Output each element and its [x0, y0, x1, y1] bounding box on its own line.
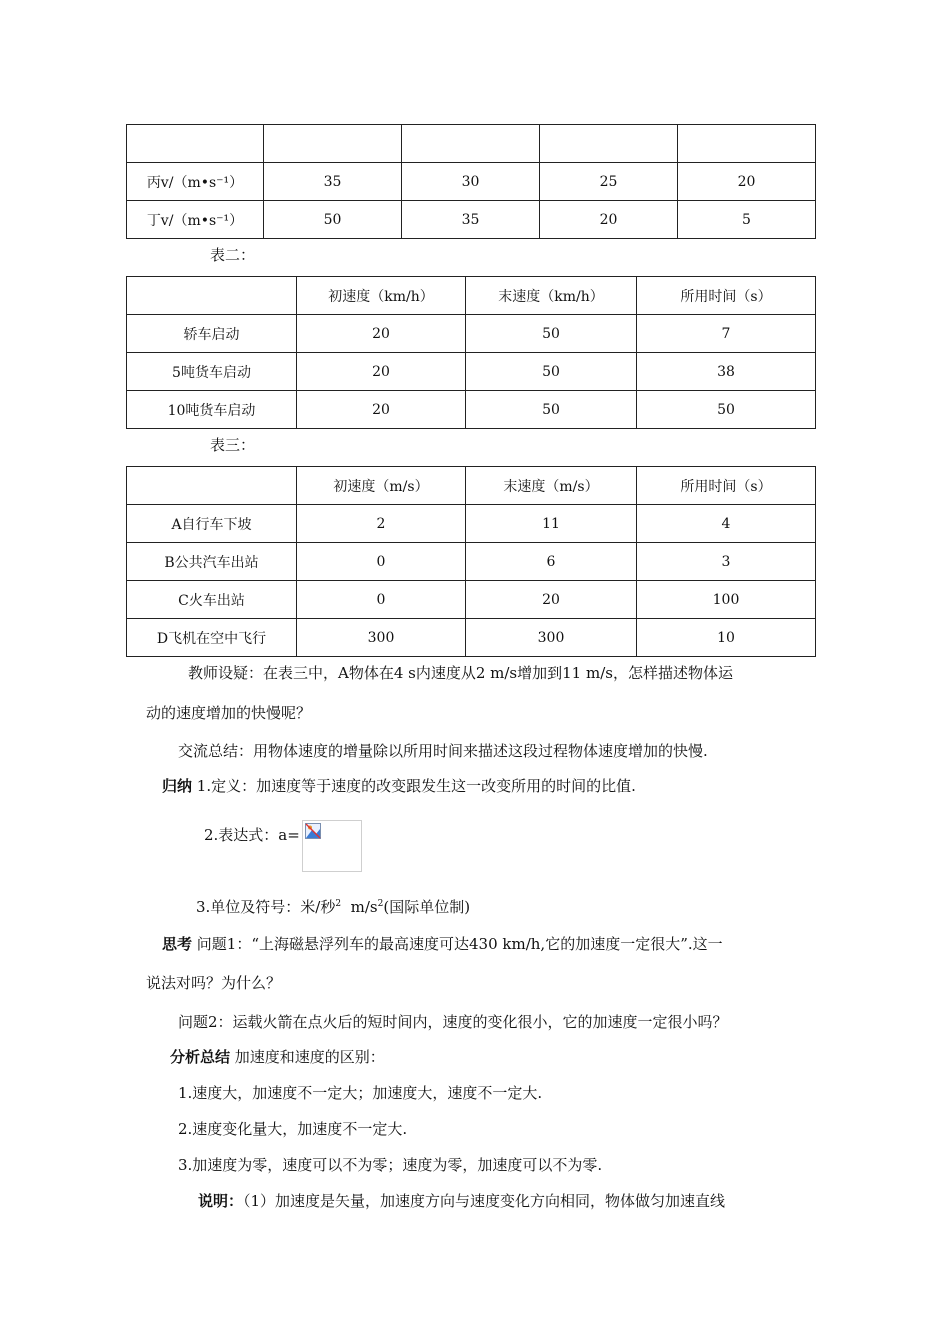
table-row: [127, 163, 816, 201]
table-cell: [402, 125, 540, 163]
table-header: 末速度（m/s）: [466, 467, 637, 505]
table-row-label: 5吨货车启动: [127, 353, 297, 391]
table-cell: 300: [466, 619, 637, 657]
table-vehicle-start: [126, 276, 816, 429]
table-header: [127, 467, 297, 505]
table-header: 初速度（km/h）: [297, 277, 466, 315]
table-cell: 20: [297, 315, 466, 353]
table-row: [127, 315, 816, 353]
table-cell: 0: [297, 581, 466, 619]
table-cell: 20: [540, 201, 678, 239]
teacher-question-line1: 教师设疑：在表三中，A物体在4 s内速度从2 m/s增加到11 m/s，怎样描述物体运: [188, 664, 733, 682]
think-question1-line2: 说法对吗？为什么？: [146, 974, 282, 992]
table-row-label: 丁v/（m•s⁻¹）: [127, 201, 264, 239]
table-cell: 20: [678, 163, 816, 201]
table3-caption: 表三：: [210, 436, 256, 454]
table-cell: [678, 125, 816, 163]
table-cell: [127, 125, 264, 163]
table-cell: 20: [297, 391, 466, 429]
table-object-motion: [126, 466, 816, 657]
table-cell: 300: [297, 619, 466, 657]
summary-definition: 1.定义：加速度等于速度的改变跟发生这一改变所用的时间的比值.: [196, 777, 636, 795]
table-cell: 3: [637, 543, 816, 581]
table-row-label: 10吨货车启动: [127, 391, 297, 429]
table-velocity-1: [126, 124, 816, 239]
unit-note: (国际单位制): [383, 898, 471, 916]
table-cell: 50: [466, 353, 637, 391]
table-cell: 5: [678, 201, 816, 239]
table-cell: 20: [297, 353, 466, 391]
table-row-label: 轿车启动: [127, 315, 297, 353]
summary-paragraph: [162, 775, 636, 796]
table2-caption: 表二：: [210, 246, 256, 264]
summary-label: 归纳: [162, 777, 193, 795]
think-label: 思考: [162, 935, 193, 953]
summary-expression: 2.表达式：a=: [204, 826, 300, 844]
think-question2: 问题2：运载火箭在点火后的短时间内，速度的变化很小，它的加速度一定很小吗？: [178, 1013, 728, 1031]
table-cell: 25: [540, 163, 678, 201]
table-row: [127, 619, 816, 657]
table-cell: 50: [264, 201, 402, 239]
table-cell: 50: [637, 391, 816, 429]
table-cell: 7: [637, 315, 816, 353]
table-cell: [540, 125, 678, 163]
table-row-label: B公共汽车出站: [127, 543, 297, 581]
table-row: [127, 201, 816, 239]
table-cell: 30: [402, 163, 540, 201]
table-header-row: [127, 467, 816, 505]
unit-text: 3.单位及符号：米/秒: [196, 898, 336, 916]
analysis-point-2: 2.速度变化量大，加速度不一定大.: [178, 1120, 408, 1138]
teacher-question-line2: 动的速度增加的快慢呢？: [146, 704, 312, 722]
analysis-label: 分析总结: [170, 1048, 231, 1066]
table-row: [127, 543, 816, 581]
table-cell: 35: [402, 201, 540, 239]
table-cell: 38: [637, 353, 816, 391]
table-header-row: [127, 277, 816, 315]
think-question1-line1: [162, 933, 723, 954]
table-cell: 4: [637, 505, 816, 543]
exchange-summary: 交流总结：用物体速度的增量除以所用时间来描述这段过程物体速度增加的快慢.: [178, 742, 708, 760]
table-header: 末速度（km/h）: [466, 277, 637, 315]
table-cell: 50: [466, 315, 637, 353]
table-row-label: D飞机在空中飞行: [127, 619, 297, 657]
analysis-heading: [170, 1046, 385, 1067]
summary-unit: [196, 896, 470, 917]
table-cell: 20: [466, 581, 637, 619]
broken-image-icon: [305, 823, 321, 839]
table-cell: 10: [637, 619, 816, 657]
formula-image: [302, 820, 362, 872]
table-header: [127, 277, 297, 315]
table-cell: [264, 125, 402, 163]
table-cell: 0: [297, 543, 466, 581]
table-header: 初速度（m/s）: [297, 467, 466, 505]
table-row-label: A自行车下坡: [127, 505, 297, 543]
table-row: [127, 353, 816, 391]
table-cell: 50: [466, 391, 637, 429]
table-row-label: 丙v/（m•s⁻¹）: [127, 163, 264, 201]
table-row-label: C火车出站: [127, 581, 297, 619]
note-paragraph: [198, 1190, 725, 1211]
analysis-point-3: 3.加速度为零，速度可以不为零；速度为零，加速度可以不为零.: [178, 1156, 603, 1174]
table-row: [127, 505, 816, 543]
table-header: 所用时间（s）: [637, 277, 816, 315]
table-cell: 2: [297, 505, 466, 543]
table-row: [127, 391, 816, 429]
analysis-point-1: 1.速度大，加速度不一定大；加速度大，速度不一定大.: [178, 1084, 543, 1102]
table-cell: 6: [466, 543, 637, 581]
think-question1: 问题1：“上海磁悬浮列车的最高速度可达430 km/h,它的加速度一定很大”.这一: [196, 935, 723, 953]
table-cell: 11: [466, 505, 637, 543]
analysis-title: 加速度和速度的区别：: [234, 1048, 385, 1066]
table-cell: 100: [637, 581, 816, 619]
note-label: 说明：: [198, 1192, 244, 1210]
table-header: 所用时间（s）: [637, 467, 816, 505]
unit-sup: 2: [335, 899, 342, 909]
unit-symbol-sup: 2: [377, 899, 384, 909]
note-item-1: （1）加速度是矢量，加速度方向与速度变化方向相同，物体做匀加速直线: [243, 1192, 726, 1210]
table-row: [127, 581, 816, 619]
unit-symbol: m/s: [341, 898, 378, 916]
table-row: [127, 125, 816, 163]
table-cell: 35: [264, 163, 402, 201]
